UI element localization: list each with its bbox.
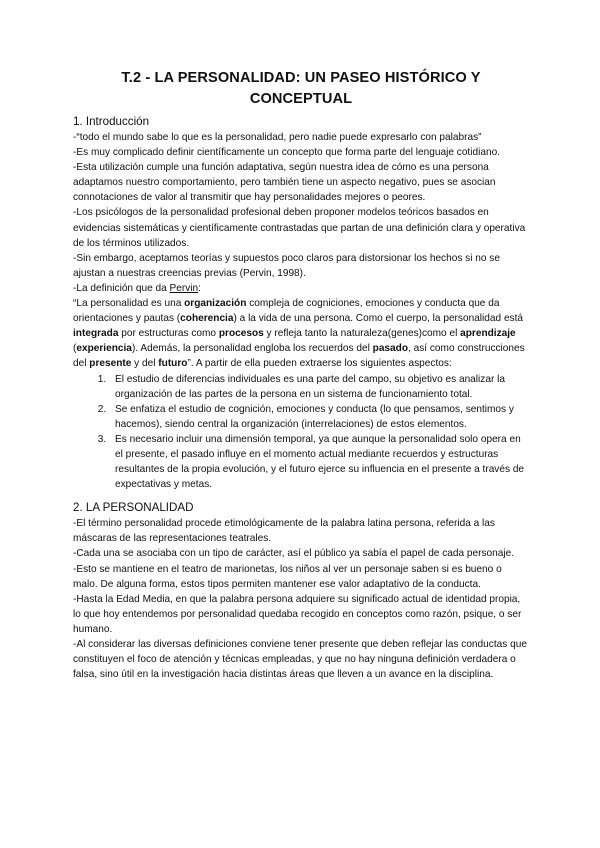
paragraph: -Esta utilización cumple una función adaptativa, según nuestra idea de cómo es una persona adaptamos nuestro comportamiento, pero también tiene un aspecto negativo, pues se asocian connotaciones de valor al transmitir que hay personalidades mejores o peores.	[73, 162, 496, 204]
list-item: 3. Es necesario incluir una dimensión temporal, ya que aunque la personalidad solo opera en el presente, el pasado influye en el momento actual mediante recuerdos y estructuras resultantes de la propia evolución, y el futuro ejerce su influencia en el presente a través de expectativas y metas.	[109, 432, 529, 492]
list-item: 2. Se enfatiza el estudio de cognición, emociones y conducta (lo que pensamos, sentimos y hacemos), siendo central la organización (interrelaciones) de estos elementos.	[109, 402, 529, 432]
paragraph: -Sin embargo, aceptamos teorías y supuestos poco claros para distorsionar los hechos si no se ajustan a nuestras creencias previas (Pervin, 1998).	[73, 252, 500, 279]
paragraph: -Cada una se asociaba con un tipo de carácter, así el público ya sabía el papel de cada personaje.	[73, 548, 515, 560]
section-heading-introduccion: 1. Introducción	[73, 115, 150, 128]
document-page	[73, 68, 529, 682]
pervin-quote: “La personalidad es una organización compleja de cogniciones, emociones y conducta que da orientaciones y pautas (coherencia) a la vida de una persona. Como el cuerpo, la personalidad está integrada por estructuras como procesos y refleja tanto la naturaleza(genes)como el aprendizaje (experiencia). Además, la personalidad engloba los recuerdos del pasado, así como construcciones del presente y del futuro”. A partir de ella pueden extraerse los siguientes aspectos:	[73, 298, 525, 370]
aspects-list	[73, 372, 529, 493]
paragraph: -El término personalidad procede etimológicamente de la palabra latina persona, referida a las máscaras de las representaciones teatrales.	[73, 518, 495, 545]
document-title: T.2 - LA PERSONALIDAD: UN PASEO HISTÓRICO Y CONCEPTUAL	[121, 70, 481, 107]
section-heading-la-personalidad: 2. LA PERSONALIDAD	[73, 501, 194, 515]
list-item: 1. El estudio de diferencias individuales es una parte del campo, su objetivo es analizar la organización de las partes de la persona en un sistema de funcionamiento total.	[109, 372, 529, 402]
paragraph: -“todo el mundo sabe lo que es la personalidad, pero nadie puede expresarlo con palabras”	[73, 132, 482, 143]
paragraph: -Es muy complicado definir científicamente un concepto que forma parte del lenguaje cotidiano.	[73, 147, 500, 159]
paragraph: -Al considerar las diversas definiciones conviene tener presente que deben reflejar las conductas que constituyen el foco de atención y técnicas empleadas, y que no hay ninguna definición verdadera o falsa, sino útil en la investigación hacia distintas áreas que lleven a un avance en la disciplina.	[73, 639, 527, 681]
paragraph: -Hasta la Edad Media, en que la palabra persona adquiere su significado actual de identidad propia, lo que hoy entendemos por personalidad quedaba recogido en conceptos como razón, psique, o ser humano.	[73, 593, 522, 635]
paragraph: -Esto se mantiene en el teatro de marionetas, los niños al ver un personaje saben si es bueno o malo. De alguna forma, estos tipos permiten mantener ese valor adaptativo de la conducta.	[73, 563, 502, 590]
pervin-definition-intro: -La definición que da Pervin:	[73, 282, 201, 294]
author-link-text: Pervin	[169, 282, 199, 294]
paragraph: -Los psicólogos de la personalidad profesional deben proponer modelos teóricos basados en evidencias sistemáticas y científicamente contrastadas que partan de una definición clara y operativa de los términos utilizados.	[73, 207, 526, 249]
